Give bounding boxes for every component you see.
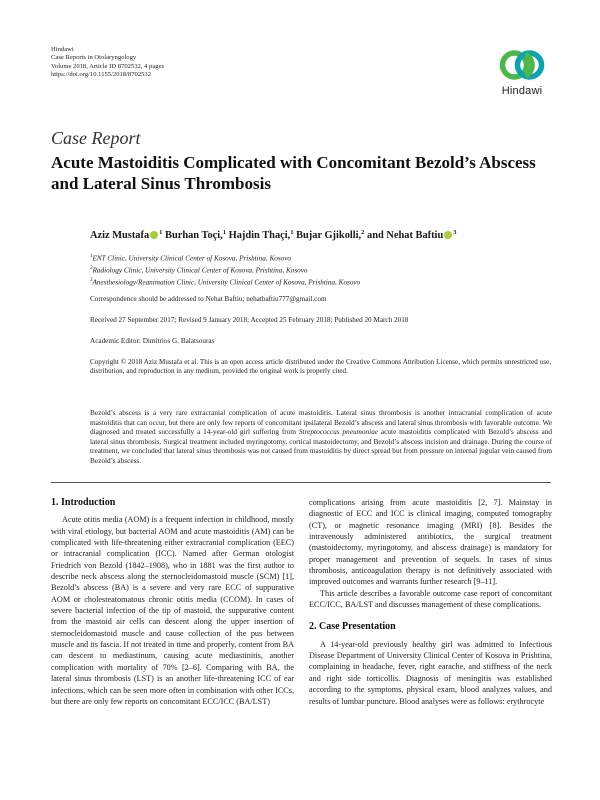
author-name: Aziz Mustafa [90, 230, 150, 241]
copyright-notice: Copyright © 2018 Aziz Mustafa et al. This is an open access article distributed under the Creative Commons Attribution License, which permits unrestricted use, distribution, and reproduction in any medium, provided the original work is properly cited. [90, 358, 551, 376]
abstract [90, 408, 552, 466]
author-affil: 3 [453, 229, 457, 236]
introduction-heading: 1. Introduction [51, 497, 116, 508]
case-presentation-paragraph: A 14-year-old previously healthy girl was admitted to Infectious Disease Department of University Clinical Center of Kosova in Prishtina, complaining in headache, fever, right earache, and stiffness of the neck and right side torticollis. Diagnosis of meningitis was established according to the symptoms, physical exam, blood analyzes values, and results of lumbar puncture. Blood analyses were as follows: erythrocyte [309, 639, 552, 706]
author-list [90, 230, 456, 241]
introduction-paragraph-continued: complications arising from acute mastoiditis [2, 7]. Mainstay in diagnostic of ECC and ICC is clinical imaging, computed tomography (CT), or magnetic resonance imaging (MRI) [8]. Besides the intravenously administered antibiotics, the surgical treatment (mastoidectomy, myringotomy, and abscess drainage) is mandatory for proper management and prevention of sequels. In cases of sinus thrombosis, anticoagulation therapy is not definitively associated with improved outcomes and warrants further research [9–11]. [309, 498, 552, 587]
author-name: Hajdin Thaçi, [228, 230, 291, 241]
correspondence: Correspondence should be addressed to Nehat Baftiu; nehatbaftiu777@gmail.com [90, 295, 327, 303]
affiliation-item [90, 252, 551, 264]
affiliation-sup: 3 [90, 277, 93, 283]
academic-editor: Academic Editor: Dimitrios G. Balatsouras [90, 337, 215, 345]
author-name: Burhan Toçi, [165, 230, 223, 241]
affiliation-text: Anesthesiology/Reanimation Clinic, University Clinical Center of Kosova, Prishtina, Kosovo [92, 277, 361, 286]
affiliation-sup: 2 [90, 265, 93, 271]
author-affil: 2 [361, 229, 365, 236]
article-dates: Received 27 September 2017; Revised 9 January 2018; Accepted 25 February 2018; Published 20 March 2018 [90, 316, 409, 324]
hindawi-logo [496, 46, 548, 102]
affiliation-item [90, 276, 551, 288]
article-title: Acute Mastoiditis Complicated with Concomitant Bezold’s Abscess and Lateral Sinus Thrombosis [51, 153, 536, 193]
affiliation-text: ENT Clinic, University Clinical Center of Kosova, Prishtina, Kosovo [92, 254, 292, 263]
logo-wordmark: Hindawi [501, 85, 543, 97]
affiliation-sup: 1 [90, 254, 93, 259]
section-divider [51, 482, 551, 483]
hindawi-logo-icon [499, 46, 545, 84]
left-column [51, 497, 294, 707]
orcid-icon[interactable] [150, 231, 158, 239]
affiliations [90, 252, 551, 287]
right-column [309, 497, 552, 707]
introduction-paragraph-2: This article describes a favorable outcome case report of concomitant ECC/ICC, BA/LST and discusses management of these complications. [309, 588, 552, 610]
orcid-icon[interactable] [444, 231, 452, 239]
abstract-text-1: Bezold’s abscess is a very rare extracranial complication of acute mastoiditis. Lateral sinus thrombosis is another intracranial complication of acute mastoiditis that can occur, but there are only few reports of concomitant ipsilateral Bezold’s abscess and lateral sinus thrombosis with favorable outcome. We diagnosed and treated successfully a 14-year-old girl suffering from [90, 408, 552, 437]
author-name: Bujar Gjikolli, [296, 230, 362, 241]
journal-meta [51, 46, 164, 80]
case-presentation-heading: 2. Case Presentation [309, 621, 396, 633]
volume-line: Volume 2018, Article ID 8702532, 4 pages [51, 62, 165, 70]
abstract-organism: Streptococcus pneumoniae [298, 427, 379, 437]
abstract-text-2: acute mastoiditis complicated with Bezold’s abscess and lateral sinus thrombosis. Surgical treatment included myringotomy, cortical mastoidectomy, and Bezold’s abscess incision and drainage. During the course of treatment, we concluded that lateral sinus thrombosis was not caused from mastoiditis by direct spread but from pressure on internal jugular vein caused from Bezold’s abscess. [90, 427, 552, 465]
affiliation-item [90, 264, 551, 276]
doi-link[interactable]: https://doi.org/10.1155/2018/8702532 [51, 71, 152, 79]
journal-name: Case Reports in Otolaryngology [51, 54, 137, 62]
article-type: Case Report [51, 128, 141, 148]
author-affil: 1 [159, 229, 163, 236]
author-affil: 1 [222, 229, 227, 236]
introduction-paragraph: Acute otitis media (AOM) is a frequent infection in childhood, mostly with viral etiology, but bacterial AOM and acute mastoiditis (AM) can be complicated with life-threatening either extracranial complication (EEC) or intracranial complication (ICC). Named after German otologist Friedrich von Bezold (1842–1908), who in 1881 was the first author to describe neck abscess along the sternocleidomastoid muscle (SCM) [1], Bezold’s abscess (BA) is a severe and very rare ECC of suppurative AOM or cholesteatomatous chronic otitis media (CCOM). In cases of severe bacterial infection of the tip of mastoid, the suppurative content from the mastoid air cells can descent along the upper insertion of sternocleidomastoid muscle and cause collection of the pus between muscle and its fascia. If not treated in time and properly, content from BA can descent to mediastinum, causing acute mediastinitis, another complication with mortality of 70% [2–6]. Comparing with BA, the lateral sinus thrombosis (LST) is an another life-threatening ICC of ear infections, which can be seen more often in combination with other ICCs, but there are only few reports on concomitant ECC/ICC (BA/LST) [51, 515, 294, 706]
author-affil: 1 [290, 229, 294, 236]
affiliation-text: Radiology Clinic, University Clinical Center of Kosova, Prishtina, Kosovo [92, 266, 308, 275]
publisher-name: Hindawi [51, 46, 74, 53]
author-name: and Nehat Baftiu [367, 230, 444, 241]
